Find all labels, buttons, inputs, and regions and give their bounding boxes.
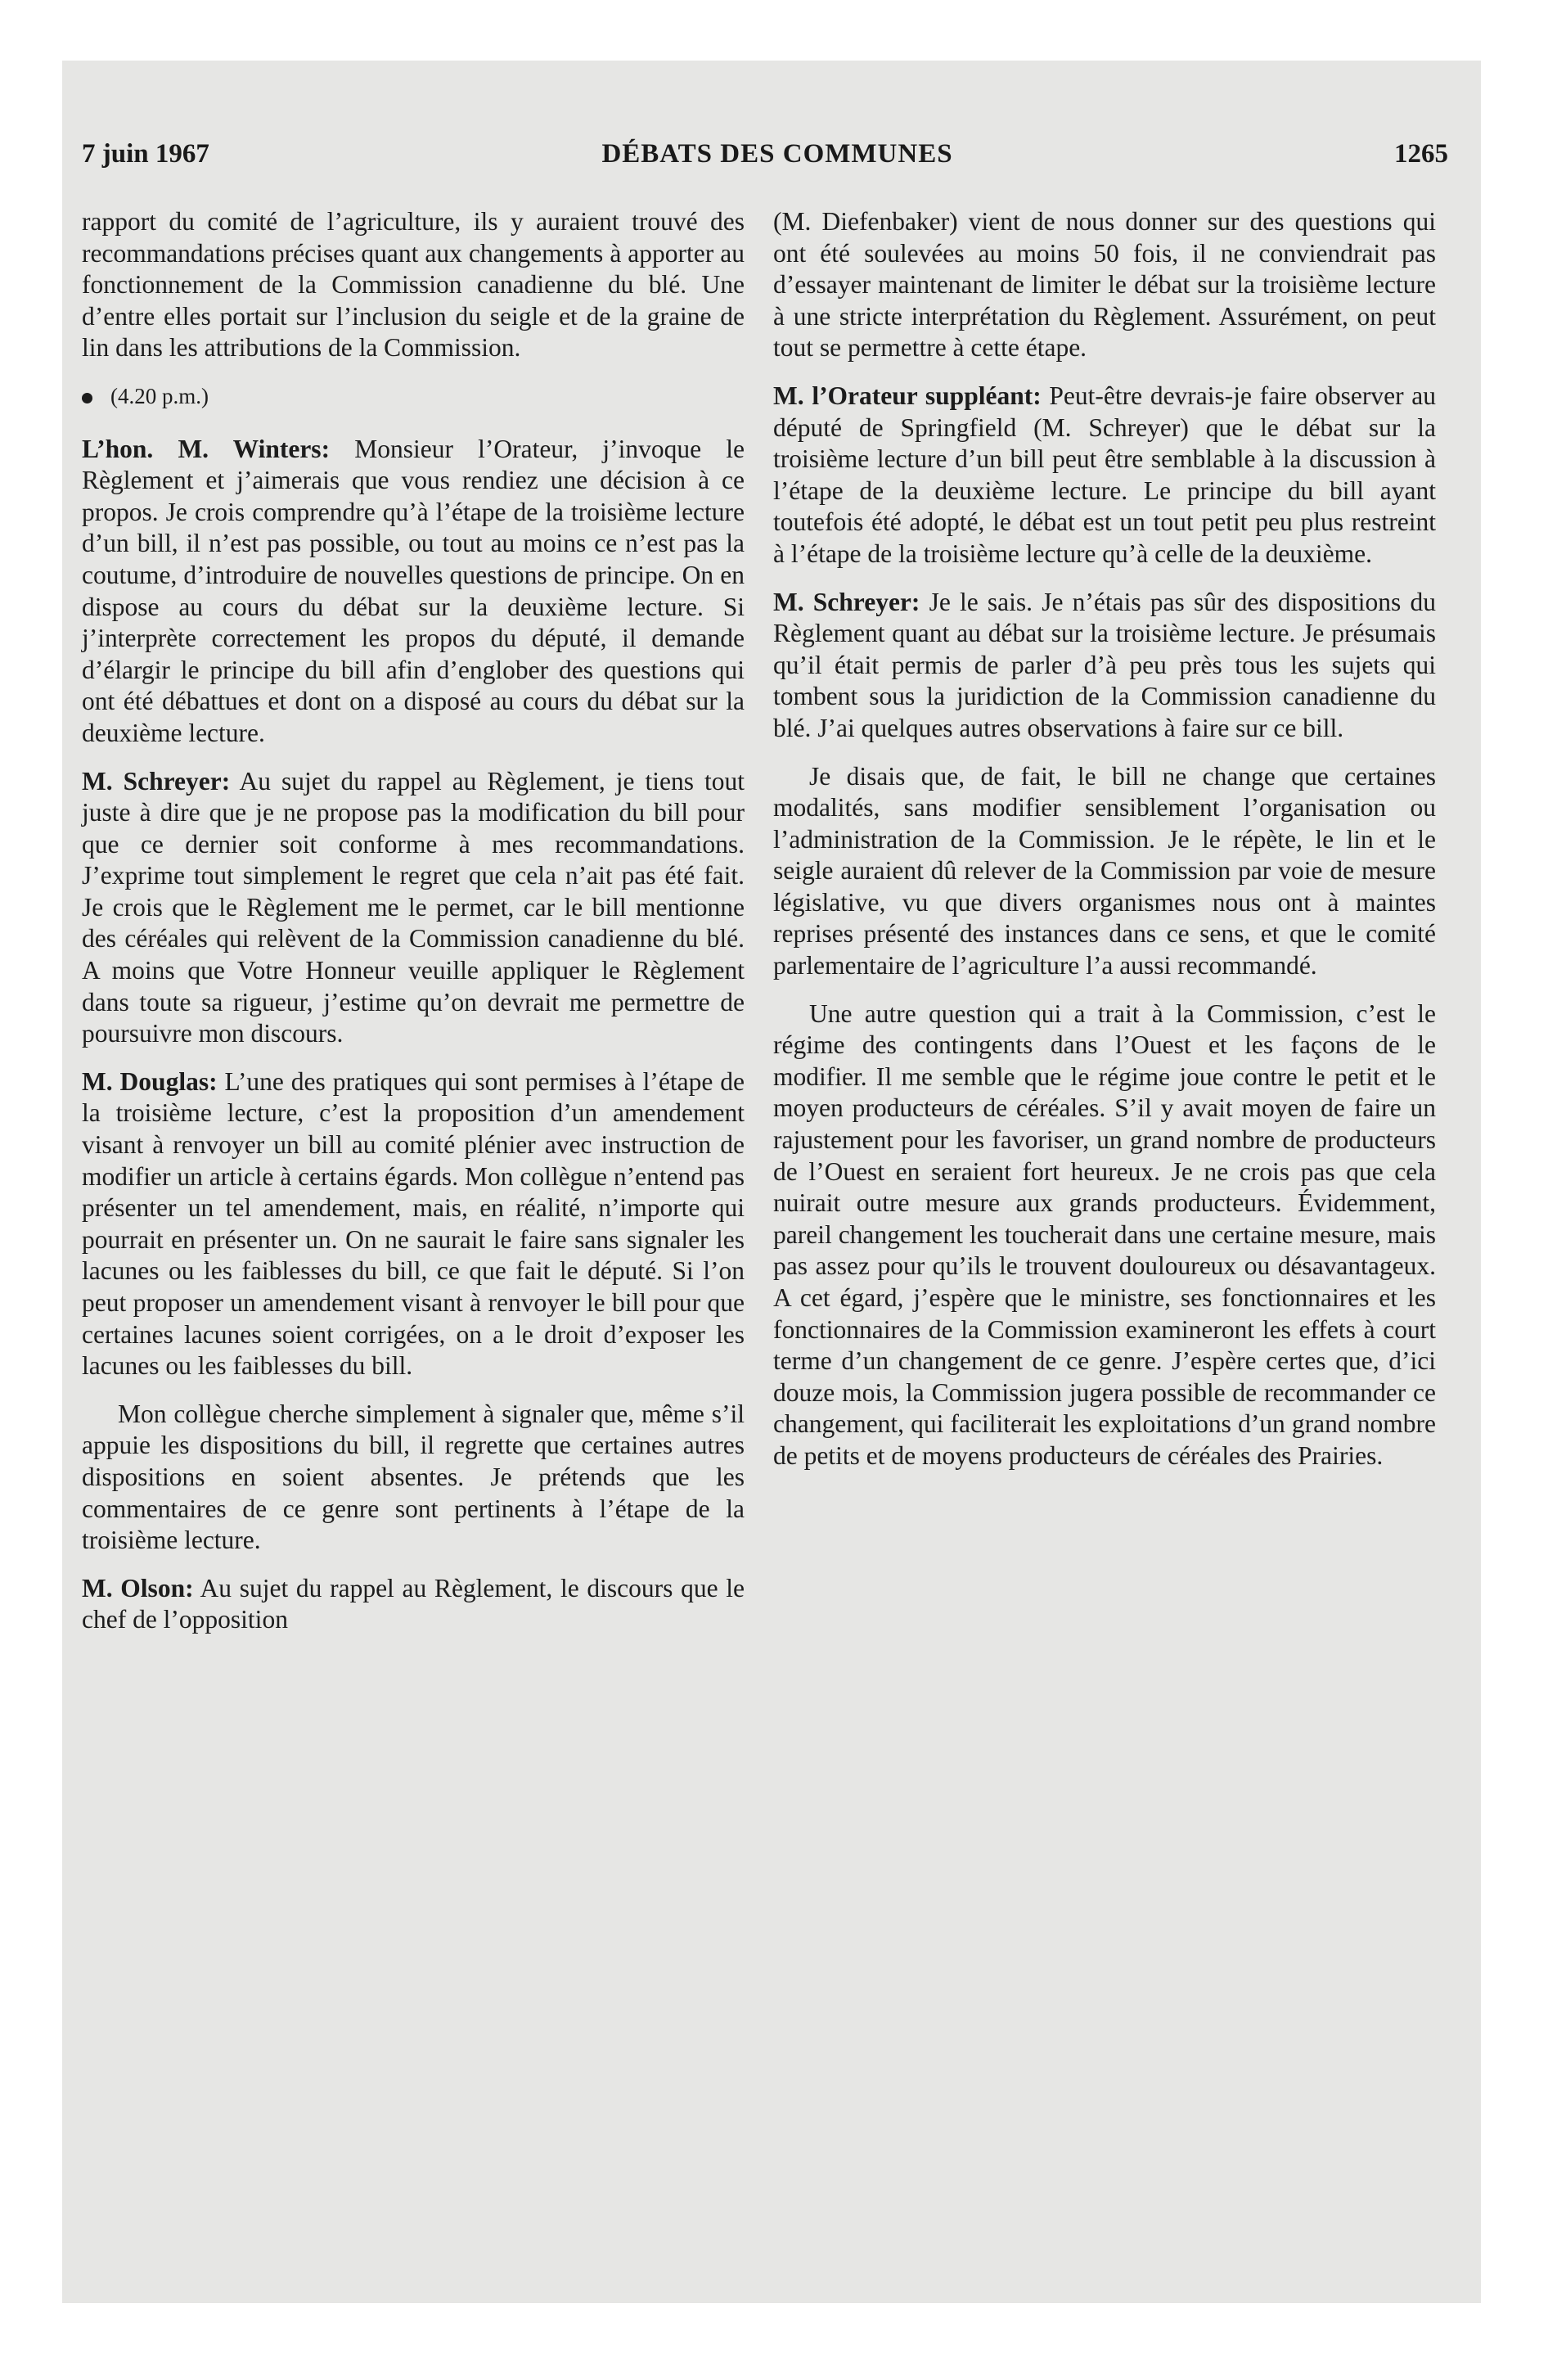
- header-date: 7 juin 1967: [82, 139, 209, 169]
- speech-text: Je le sais. Je n’étais pas sûr des dispositions du Règlement quant au débat sur la troisième lecture. Je présumais qu’il était permis de parler d’à peu près tous les sujets qui tombent sous la juridiction de la Commission canadienne du blé. J’ai quelques autres observations à faire sur ce bill.: [773, 587, 1436, 742]
- left-column: [82, 206, 745, 1652]
- speech-text: L’une des pratiques qui sont permises à l’étape de la troisième lecture, c’est la proposition d’un amendement visant à renvoyer un bill au comité plénier avec instruction de modifier un article à certains égards. Mon collègue n’entend pas présenter un tel amendement, mais, en réalité, n’importe qui pourrait en présenter un. On ne saurait le faire sans signaler les lacunes ou les faiblesses du bill, ce que fait le député. Si l’on peut proposer un amendement visant à renvoyer le bill pour que certaines lacunes soient corrigées, on a le droit d’exposer les lacunes ou les faiblesses du bill.: [82, 1066, 745, 1381]
- speech-text: Monsieur l’Orateur, j’invoque le Règlement et j’aimerais que vous rendiez une décision à ce propos. Je crois comprendre qu’à l’étape de la troisième lecture d’un bill, il n’est pas possible, ou tout au moins ce n’est pas la coutume, d’introduire de nouvelles questions de principe. On en dispose au cours du débat sur la deuxième lecture. Si j’interprète correctement les propos du député, il demande d’élargir le principe du bill afin d’englober des questions qui ont été débattues et dont on a disposé au cours du débat sur la deuxième lecture.: [82, 434, 745, 747]
- speaker-name: M. Douglas:: [82, 1066, 218, 1096]
- right-column: [773, 206, 1436, 1489]
- paragraph: rapport du comité de l’agriculture, ils y auraient trouvé des recommandations précises quant aux changements à apporter au fonctionnement de la Commission canadienne du blé. Une d’entre elles portait sur l’inclusion du seigle et de la graine de lin dans les attributions de la Commission.: [82, 207, 745, 363]
- page-number: 1265: [1394, 139, 1448, 169]
- paragraph: [82, 434, 745, 750]
- timestamp: [82, 381, 745, 412]
- page-header: [82, 139, 1473, 180]
- speaker-name: M. Schreyer:: [773, 587, 920, 616]
- speaker-name: M. Olson:: [82, 1573, 194, 1602]
- paragraph: Mon collègue cherche simplement à signaler que, même s’il appuie les dispositions du bill, il regrette que certaines autres dispositions en soient absentes. Je prétends que les commentaires de ce genre sont pertinents à l’étape de la troisième lecture.: [82, 1399, 745, 1555]
- timestamp-text: (4.20 p.m.): [110, 383, 209, 408]
- bullet-icon: [82, 393, 92, 403]
- paragraph: Une autre question qui a trait à la Commission, c’est le régime des contingents dans l’Ouest et les façons de le modifier. Il me semble que le régime joue contre le petit et le moyen producteurs de céréales. S’il y avait moyen de faire un rajustement pour les favoriser, un grand nombre de producteurs de l’Ouest en seraient fort heureux. Je ne crois pas que cela nuirait outre mesure aux grands producteurs. Évidemment, pareil changement les toucherait dans une certaine mesure, mais pas assez pour qu’ils le trouvent douloureux ou désavantageux. A cet égard, j’espère que le ministre, ses fonctionnaires et les fonctionnaires de la Commission examineront les effets à court terme d’un changement de ce genre. J’espère certes que, d’ici douze mois, la Commission jugera possible de recommander ce changement, qui faciliterait les exploitations d’un grand nombre de petits et de moyens producteurs de céréales des Prairies.: [773, 998, 1436, 1470]
- paragraph: [82, 766, 745, 1050]
- header-title: DÉBATS DES COMMUNES: [601, 139, 953, 169]
- speaker-name: M. Schreyer:: [82, 766, 231, 796]
- paragraph: (M. Diefenbaker) vient de nous donner sur des questions qui ont été soulevées au moins 50 fois, il ne conviendrait pas d’essayer maintenant de limiter le débat sur la troisième lecture à une stricte interprétation du Règlement. Assurément, on peut tout se permettre à cette étape.: [773, 207, 1436, 363]
- paragraph: [773, 381, 1436, 570]
- paragraph: [82, 1066, 745, 1382]
- speech-text: Peut-être devrais-je faire observer au député de Springfield (M. Schreyer) que le débat sur la troisième lecture d’un bill peut être semblable à la discussion à l’étape de la deuxième lecture. Le principe du bill ayant toutefois été adopté, le débat est un tout petit peu plus restreint à l’étape de la troisième lecture qu’à celle de la deuxième.: [773, 381, 1436, 568]
- speaker-name: L’hon. M. Winters:: [82, 434, 331, 463]
- paragraph: Je disais que, de fait, le bill ne change que certaines modalités, sans modifier sensiblement l’organisation ou l’administration de la Commission. Je le répète, le lin et le seigle auraient dû relever de la Commission par voie de mesure législative, vu que divers organismes nous ont à maintes reprises présenté des instances dans ce sens, et que le comité parlementaire de l’agriculture l’a aussi recommandé.: [773, 761, 1436, 980]
- paragraph: [773, 587, 1436, 745]
- speech-text: Au sujet du rappel au Règlement, le discours que le chef de l’opposition: [82, 1573, 745, 1634]
- speech-text: Au sujet du rappel au Règlement, je tiens tout juste à dire que je ne propose pas la modification du bill pour que ce dernier soit conforme à mes recommandations. J’exprime tout simplement le regret que cela n’ait pas été fait. Je crois que le Règlement me le permet, car le bill mentionne des céréales qui relèvent de la Commission canadienne du blé. A moins que Votre Honneur veuille appliquer le Règlement dans toute sa rigueur, j’estime qu’on devrait me permettre de poursuivre mon discours.: [82, 766, 745, 1048]
- speaker-name: M. l’Orateur suppléant:: [773, 381, 1042, 410]
- paragraph: [82, 1573, 745, 1636]
